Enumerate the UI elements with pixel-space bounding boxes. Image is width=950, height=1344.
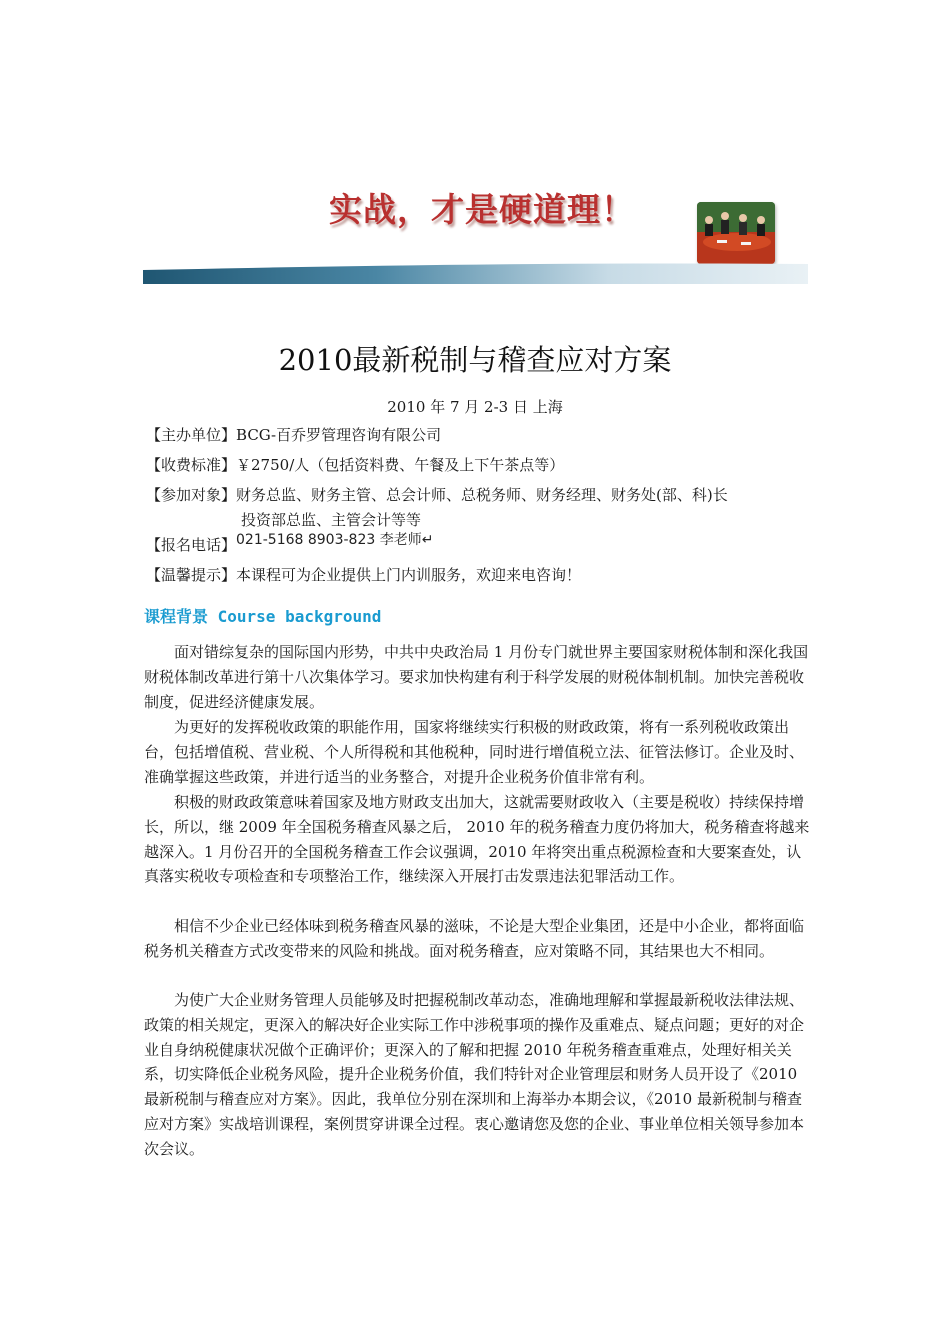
- info-label: 【收费标准】: [146, 456, 237, 474]
- phone-number: 021-5168 8903-823 李老师↵: [236, 532, 434, 548]
- body-paragraph: 积极的财政政策意味着国家及地方财政支出加大，这就需要财政收入（主要是税收）持续保持增长，所以，继 2009 年全国税务稽查风暴之后， 2010 年的税务稽查力度仍将加大，税务稽查将越来越深入。1 月份召开的全国税务稽查工作会议强调，2010 年将突出重点税源检查和大要案查处，认真落实税收专项检查和专项整治工作，继续深入开展打击发票违法犯罪活动工作。: [144, 793, 810, 886]
- info-value: 本课程可为企业提供上门内训服务，欢迎来电咨询！: [236, 566, 582, 584]
- body-paragraph: 面对错综复杂的国际国内形势，中共中央政治局 1 月份专门就世界主要国家财税体制和深化我国财税体制改革进行第十八次集体学习。要求加快构建有利于科学发展的财税体制机制。加快完善税收制度，促进经济健康发展。: [144, 643, 809, 711]
- info-value: ￥2750/人（包括资料费、午餐及上下午茶点等）: [236, 456, 565, 474]
- info-value: BCG-百乔罗管理咨询有限公司: [236, 426, 442, 444]
- info-label: 【参加对象】: [146, 486, 237, 504]
- info-organizer: [146, 423, 441, 447]
- header-banner: [143, 160, 808, 284]
- event-date-location: 2010 年 7 月 2-3 日 上海: [387, 398, 563, 416]
- body-paragraph: 为更好的发挥税收政策的职能作用，国家将继续实行积极的财政政策，将有一系列税收政策出台，包括增值税、营业税、个人所得税和其他税种，同时进行增值税立法、征管法修订。企业及时、准确掌握这些政策，并进行适当的业务整合，对提升企业税务价值非常有利。: [144, 718, 805, 786]
- info-audience-continued: 投资部总监、主管会计等等: [241, 511, 422, 529]
- info-fee: [146, 453, 564, 477]
- banner-slogan: 实战，才是硬道理！: [329, 190, 635, 229]
- body-paragraph: 为使广大企业财务管理人员能够及时把握税制改革动态，准确地理解和掌握最新税收法律法规、政策的相关规定，更深入的解决好企业实际工作中涉税事项的操作及重难点、疑点问题；更好的对企业自身纳税健康状况做个正确评价；更深入的了解和把握 2010 年税务稽查重难点，处理好相关关系，切实降低企业税务风险，提升企业税务价值，我们特针对企业管理层和财务人员开设了《2010 最新税制与稽查应对方案》。因此，我单位分别在深圳和上海举办本期会议，《2010 最新税制与稽查应对方案》实战培训课程，案例贯穿讲课全过程。衷心邀请您及您的企业、事业单位相关领导参加本次会议。: [144, 991, 805, 1158]
- info-label: 【温馨提示】: [146, 566, 237, 584]
- info-phone: [146, 533, 433, 558]
- meeting-photo-icon: [697, 202, 775, 264]
- info-label: 【主办单位】: [146, 426, 237, 444]
- page-title: 2010最新税制与稽查应对方案: [278, 343, 672, 377]
- banner-band: [143, 260, 808, 284]
- section-heading: 课程背景 Course background: [144, 607, 382, 626]
- info-value: 财务总监、财务主管、总会计师、总税务师、财务经理、财务处(部、科)长: [236, 486, 728, 504]
- info-label: 【报名电话】: [146, 536, 237, 554]
- info-tip: [146, 563, 581, 587]
- info-audience: [146, 483, 728, 507]
- body-paragraph: 相信不少企业已经体味到税务稽查风暴的滋味，不论是大型企业集团，还是中小企业，都将面临税务机关稽查方式改变带来的风险和挑战。面对税务稽查，应对策略不同，其结果也大不相同。: [144, 917, 805, 960]
